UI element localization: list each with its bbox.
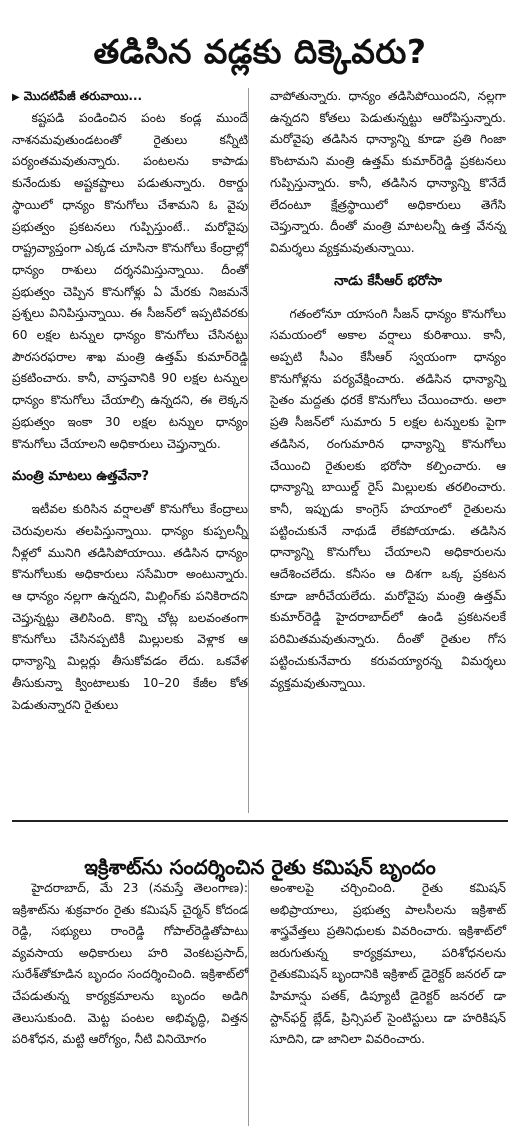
article-paragraph: కష్టపడి పండించిన పంట కండ్ల ముందే నాశనమవుతుండటంతో రైతులు కన్నీటి పర్యంతమవుతున్నారు. పంటలను కాపాడు కునేందుకు అష్టకష్టాలు పడుతున్నారు. రికార్డు స్థాయిలో ధాన్యం కొనుగోలు చేశామని ఓ వైపు ప్రభుత్వం ప్రకటనలు గుప్పిస్తుంటే.. మరోవైపు రాష్ట్రవ్యాప్తంగా ఎక్కడ చూసినా కొనుగోలు కేంద్రాల్లో ధాన్యం రాశులు దర్శనమిస్తున్నాయి. దీంతో ప్రభుత్వం చెప్పిన కొనుగోళ్లు ఏ మేరకు నిజమనే ప్రశ్నలు వినిపిస్తున్నాయి. ఈ సీజన్‌లో ఇప్పటివరకు 60 లక్షల టన్నుల ధాన్యం కొనుగోలు చేసినట్టు పౌరసరఫరాల శాఖ మంత్రి ఉత్తమ్ కుమార్‌రెడ్డి ప్రకటించారు. కానీ, వాస్తవానికి 90 లక్షల టన్నుల ధాన్యం కొనుగోలు చేయాల్సి ఉన్నదని, ఈ లెక్కన ప్రభుత్వం ఇంకా 30 లక్షల టన్నుల ధాన్యం కొనుగోలు చేయాలని అధికారులు చెప్తున్నారు. [12, 111, 248, 451]
subheading: మంత్రి మాటలు ఉత్తవేనా? [12, 468, 150, 485]
article-left-column [12, 878, 248, 1054]
section-divider [12, 820, 508, 822]
continuation-kicker: ▶ మొదటిపేజీ తరువాయి... [12, 89, 143, 103]
triangle-bullet-icon: ▶ [12, 92, 20, 103]
article-paragraph: హైదరాబాద్, మే 23 (నమస్తే తెలంగాణ): ఇక్రిశాట్‌ను శుక్రవారం రైతు కమిషన్ చైర్మన్ కోదండ రెడ్డి, సభ్యులు రాంరెడ్డి గోపాల్‌రెడ్డితోపాటు వ్యవసాయ అధికారులు హరి వెంకటప్రసాద్, సురేశ్‌తోకూడిన బృందం సందర్శించింది. ఇక్రిశాట్‌లో చేపడుతున్న కార్యక్రమాలను బృందం అడిగి తెలుసుకుంది. మెట్ట పంటల అభివృద్ధి, విత్తన పరిశోధన, మట్టి ఆరోగ్యం, నీటి వినియోగం [12, 881, 248, 1047]
article-paragraph: గతంలోనూ యాసంగి సీజన్ ధాన్యం కొనుగోలు సమయంలో అకాల వర్షాలు కురిశాయి. కానీ, అప్పటి సీఎం కేసీఆర్ స్వయంగా ధాన్యం కొనుగోళ్లను పర్యవేక్షించారు. తడిసిన ధాన్యాన్ని సైతం మద్దతు ధరకే కొనుగోలు చేయించారు. అలా ప్రతి సీజన్‌లో సుమారు 5 లక్షల టన్నులకు పైగా తడిసిన, రంగుమారిన ధాన్యాన్ని కొనుగోలు చేయించి రైతులకు భరోసా కల్పించారు. ఆ ధాన్యాన్ని బాయిల్డ్ రైస్ మిల్లులకు తరలించారు. కానీ, ఇప్పుడు కాంగ్రెస్ హయాంలో రైతులను పట్టించుకునే నాథుడే లేకపోయాడు. తడిసిన ధాన్యాన్ని కొనుగోలు చేయాలని అధికారులను ఆదేశించలేదు. కనీసం ఆ దిశగా ఒక్క ప్రకటన కూడా జారీచేయలేదు. మరోవైపు మంత్రి ఉత్తమ్ కుమార్‌రెడ్డి హైదరాబాద్‌లో ఉండి ప్రకటనలకే పరిమితమవుతున్నారు. దీంతో రైతుల గోస పట్టించుకునేవారు కరువయ్యారన్న విమర్శలు వ్యక్తమవుతున్నాయి. [270, 306, 506, 690]
secondary-headline: ఇక్రిశాట్‌ను సందర్శించిన రైతు కమిషన్ బృందం [84, 854, 436, 879]
article-right-column [270, 878, 506, 1054]
article-paragraph: వాపోతున్నారు. ధాన్యం తడిసిపోయిందని, నల్లగా ఉన్నదని కోతలు పెడుతున్నట్టు ఆరోపిస్తున్నారు. మరోవైపు తడిసిన ధాన్యాన్ని కూడా ప్రతి గింజా కొంటామని మంత్రి ఉత్తమ్ కుమార్‌రెడ్డి ప్రకటనలు గుప్పిస్తున్నారు. కానీ, తడిసిన ధాన్యాన్ని కొనేదే లేదంటూ క్షేత్రస్థాయిలో అధికారులు తెగేసి చెప్తున్నారు. దీంతో మంత్రి మాటలన్నీ ఉత్త వేనన్న విమర్శలు వ్యక్తమవుతున్నాయి. [270, 89, 506, 255]
article-paragraph: అంశాలపై చర్చించింది. రైతు కమిషన్ అభిప్రాయాలు, ప్రభుత్వ పాలసీలను ఇక్రిశాట్ శాస్త్రవేత్తలు ప్రతినిధులకు వివరించారు. ఇక్రిశాట్‌లో జరుగుతున్న కార్యక్రమాలు, పరిశోధనలను రైతుకమిషన్ బృందానికి ఇక్రిశాట్ డైరెక్టర్ జనరల్ డా హిమాన్షు పతక్, డిప్యూటీ డైరెక్టర్ జనరల్ డా స్టాన్‌ఫర్డ్ బ్లేడ్, ప్రిన్సిపల్ సైంటిస్టులు డా హరికిషన్ సూదిని, డా జానిలా వివరించారు. [270, 881, 506, 1047]
subheading: నాడు కేసీఆర్ భరోసా [334, 272, 442, 289]
main-article [12, 86, 508, 816]
article-left-column [12, 86, 248, 719]
headline: తడిసిన వడ్లకు దిక్కెవరు? [93, 32, 427, 72]
article-paragraph: ఇటీవల కురిసిన వర్షాలతో కొనుగోలు కేంద్రాలు చెరువులను తలపిస్తున్నాయి. ధాన్యం కుప్పలన్నీ నీళ్లలో మునిగి తడిసిపోయాయి. తడిసిన ధాన్యం కొనుగోలుకు అధికారులు ససేమిరా అంటున్నారు. ఆ ధాన్యం నల్లగా ఉన్నదని, మిల్లింగ్‌కు పనికిరాదని చెప్తున్నట్టు తెలిసింది. కొన్ని చోట్ల బలవంతంగా కొనుగోలు చేసినప్పటికీ మిల్లులకు వెళ్లాక ఆ ధాన్యాన్ని మిల్లర్లు తీసుకోవడం లేదు. ఒకవేళ తీసుకున్నా క్వింటాలుకు 10–20 కేజీల కోత పెడుతున్నారని రైతులు [12, 502, 248, 712]
secondary-article [12, 878, 508, 1130]
article-right-column [270, 86, 506, 697]
